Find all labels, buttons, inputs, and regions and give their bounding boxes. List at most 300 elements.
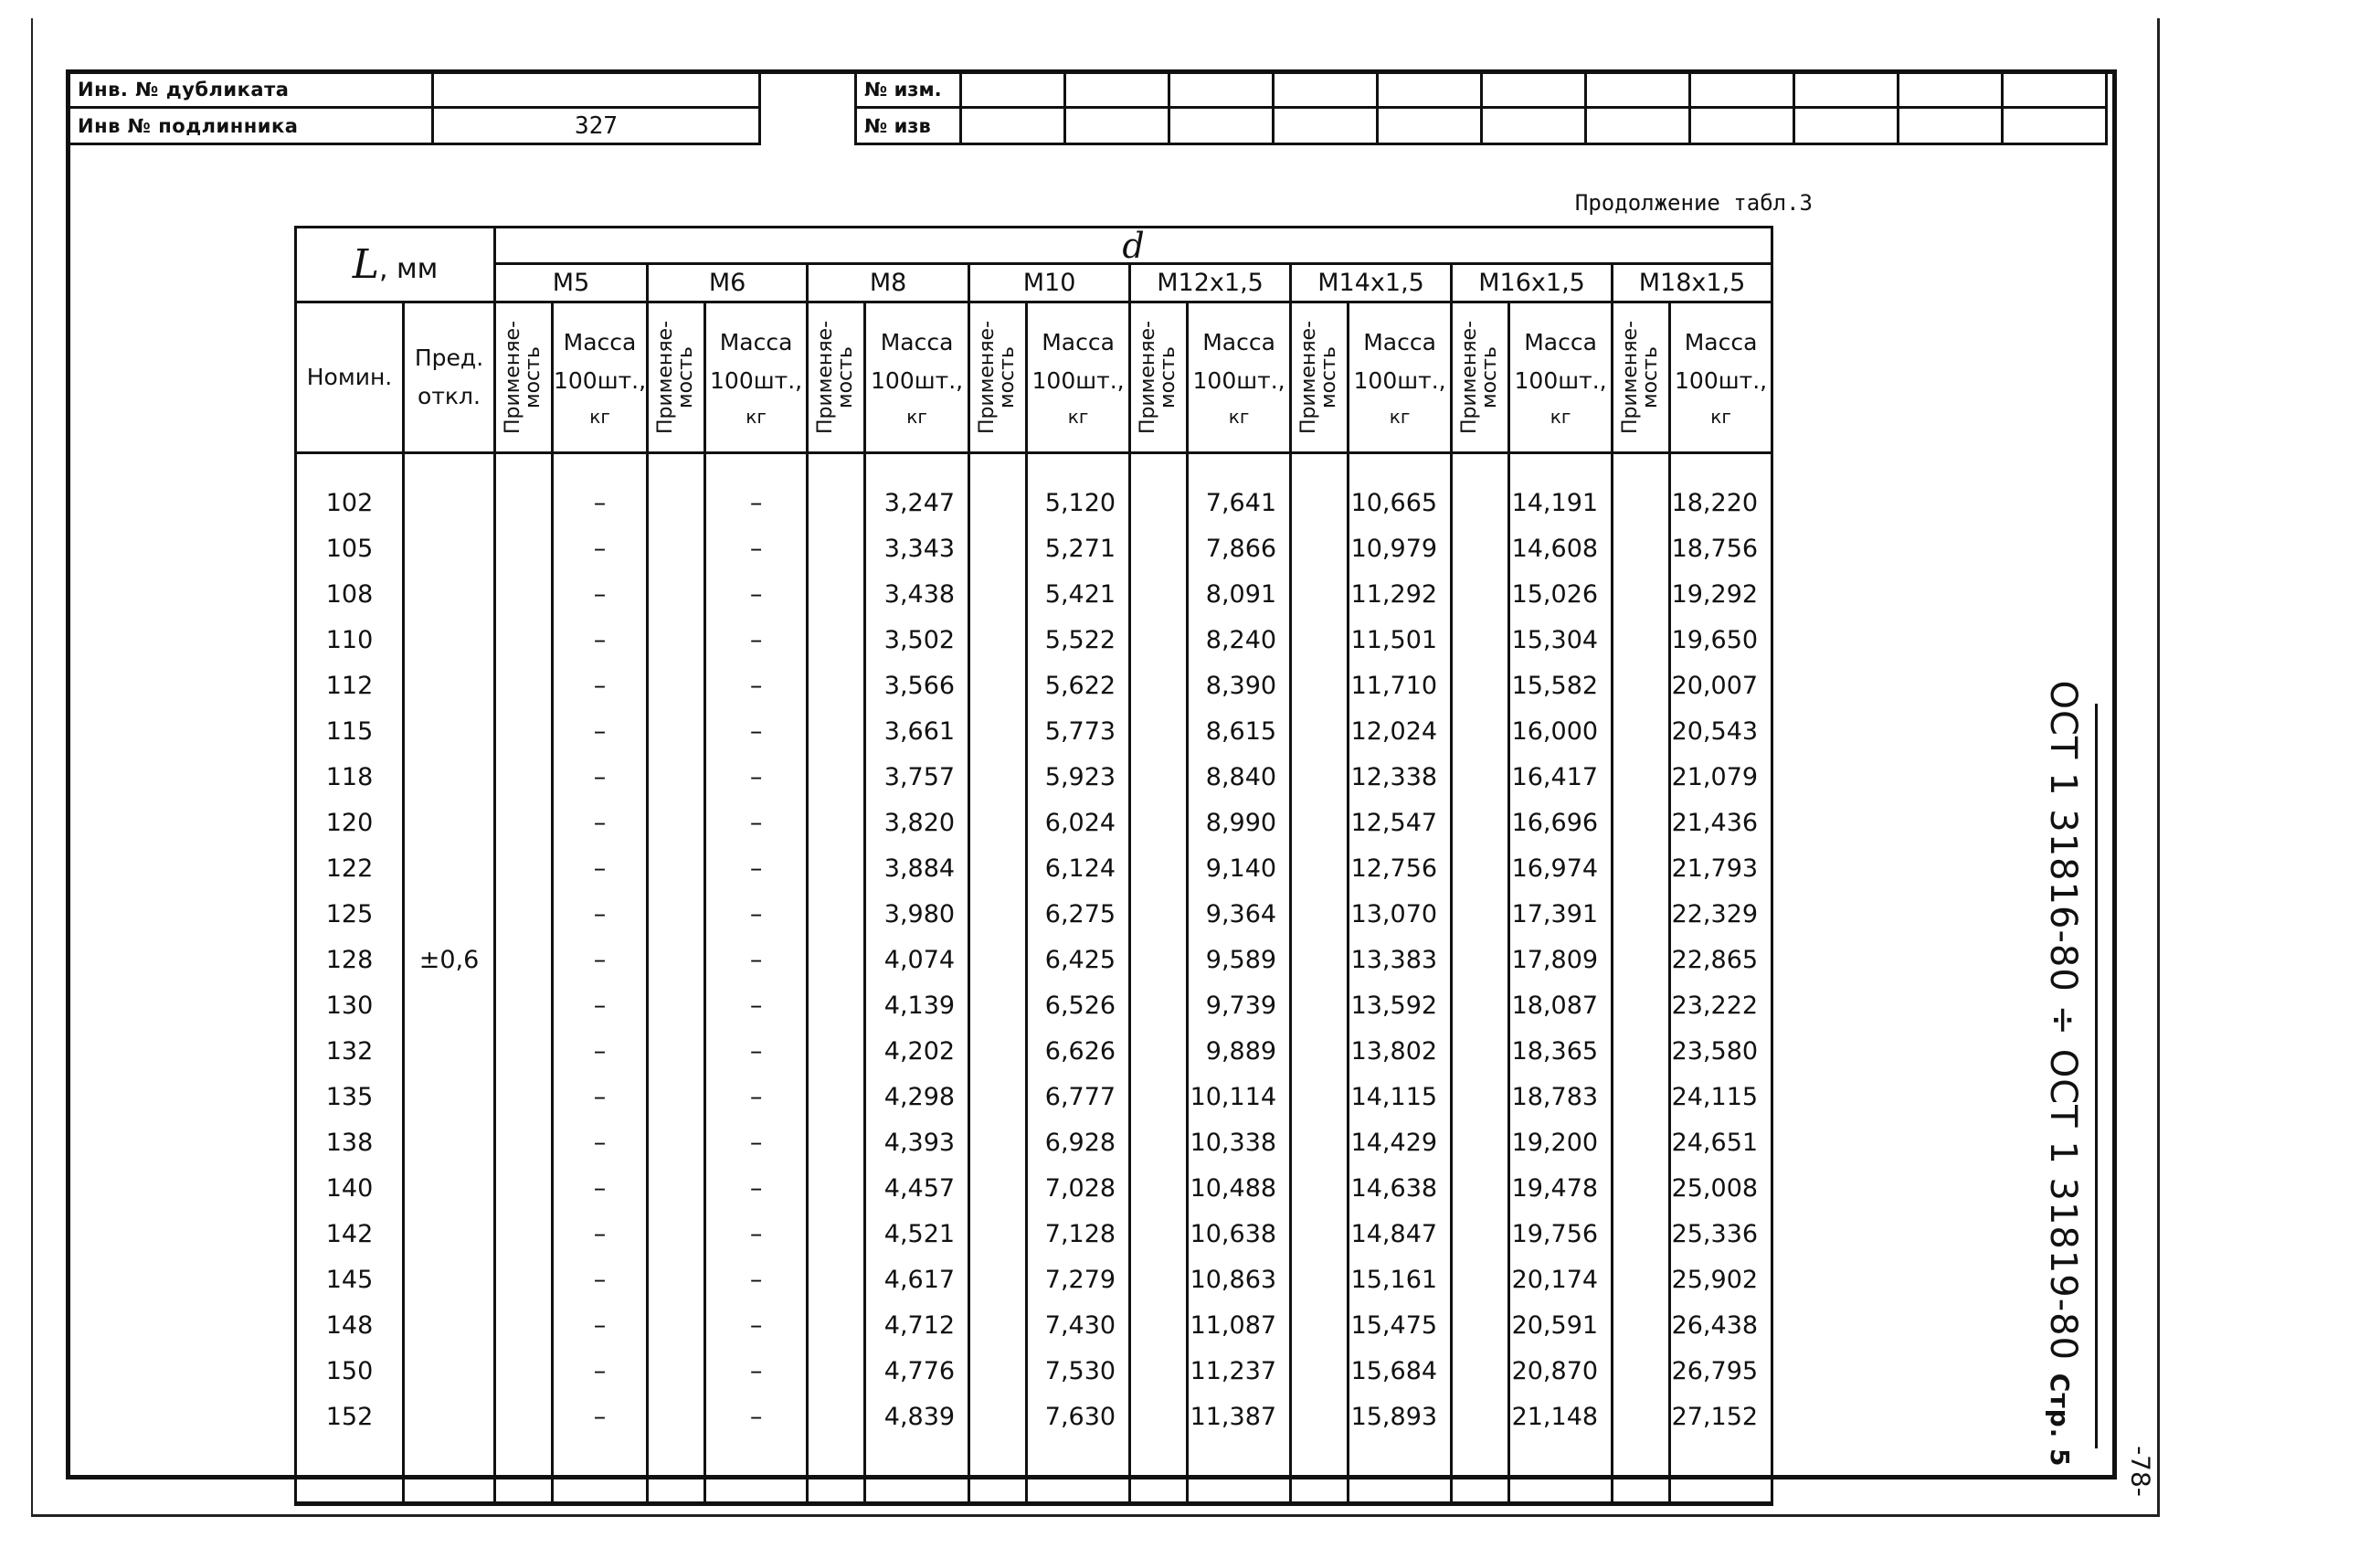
cell-mass: 6,928 xyxy=(1027,1120,1130,1166)
table-row xyxy=(296,1257,1772,1303)
header-applicability xyxy=(1452,302,1509,453)
spacer-cell xyxy=(1188,453,1291,481)
header-mass-kg: кг xyxy=(1228,405,1250,428)
cell-applicability xyxy=(1130,1395,1188,1440)
cell-applicability xyxy=(648,1120,705,1166)
cell-mass: 18,365 xyxy=(1509,1029,1613,1075)
cell-mass: 16,417 xyxy=(1509,755,1613,801)
cell-applicability xyxy=(808,481,865,526)
cell-nominal: 115 xyxy=(296,709,404,755)
stamp-change-label: № изм. xyxy=(856,71,961,108)
cell-applicability xyxy=(648,1395,705,1440)
spacer-cell xyxy=(1670,453,1772,481)
cell-applicability xyxy=(1613,481,1670,526)
stamp-cell xyxy=(1274,108,1378,144)
stamp-cell xyxy=(1690,71,1794,108)
cell-applicability xyxy=(1130,572,1188,618)
header-mass xyxy=(1670,302,1772,453)
cell-applicability xyxy=(1291,846,1349,892)
cell-mass: 20,174 xyxy=(1509,1257,1613,1303)
cell-mass: 3,884 xyxy=(865,846,969,892)
spacer-cell xyxy=(495,1440,553,1504)
cell-applicability xyxy=(495,892,553,938)
spacer-cell xyxy=(1027,453,1130,481)
header-mass-label: Масса xyxy=(1202,328,1275,355)
spacer-cell xyxy=(495,453,553,481)
header-size: М14х1,5 xyxy=(1291,264,1452,302)
cell-mass: 6,777 xyxy=(1027,1075,1130,1120)
cell-nominal: 120 xyxy=(296,801,404,846)
cell-applicability xyxy=(495,1166,553,1212)
standard-designation xyxy=(2034,680,2092,1468)
cell-applicability xyxy=(969,755,1027,801)
cell-applicability xyxy=(648,801,705,846)
cell-applicability xyxy=(969,938,1027,983)
stamp-cell xyxy=(1794,71,1899,108)
header-mass-unit: 100шт., xyxy=(871,367,964,394)
header-mass xyxy=(1349,302,1452,453)
cell-mass: – xyxy=(553,709,648,755)
cell-applicability xyxy=(808,983,865,1029)
page-number-text: -78- xyxy=(2125,1446,2156,1497)
cell-nominal: 108 xyxy=(296,572,404,618)
header-mass-kg: кг xyxy=(1067,405,1089,428)
spacer-cell xyxy=(296,1440,404,1504)
header-applicability xyxy=(648,302,705,453)
header-mass-unit: 100шт., xyxy=(1675,367,1768,394)
table-row xyxy=(296,1075,1772,1120)
cell-mass: 18,756 xyxy=(1670,526,1772,572)
cell-applicability xyxy=(495,755,553,801)
stamp-cell xyxy=(961,108,1065,144)
cell-applicability xyxy=(1291,892,1349,938)
spacer-cell xyxy=(1130,1440,1188,1504)
cell-mass: 4,139 xyxy=(865,983,969,1029)
cell-nominal: 142 xyxy=(296,1212,404,1257)
cell-applicability xyxy=(808,709,865,755)
cell-applicability xyxy=(1613,983,1670,1029)
table-title: Продолжение табл.3 xyxy=(1574,190,1813,216)
cell-mass: 4,457 xyxy=(865,1166,969,1212)
cell-nominal: 118 xyxy=(296,755,404,801)
cell-applicability xyxy=(495,1303,553,1349)
stamp-cell xyxy=(2003,108,2107,144)
cell-applicability xyxy=(495,526,553,572)
table-row xyxy=(296,846,1772,892)
cell-applicability xyxy=(1130,938,1188,983)
spacer-cell xyxy=(1670,1440,1772,1504)
cell-mass: 20,870 xyxy=(1509,1349,1613,1395)
spacer-cell xyxy=(1027,1440,1130,1504)
cell-mass: 27,152 xyxy=(1670,1395,1772,1440)
stamp-left xyxy=(66,69,761,145)
cell-applicability xyxy=(1291,1029,1349,1075)
cell-applicability xyxy=(1452,663,1509,709)
stamp-right xyxy=(854,69,2108,145)
cell-deviation: ±0,6 xyxy=(404,481,495,1440)
cell-applicability xyxy=(969,709,1027,755)
cell-mass: – xyxy=(705,983,808,1029)
header-size: М18х1,5 xyxy=(1613,264,1772,302)
stamp-duplicate-value xyxy=(433,71,760,108)
cell-mass: – xyxy=(553,755,648,801)
cell-mass: – xyxy=(553,663,648,709)
cell-mass: 10,114 xyxy=(1188,1075,1291,1120)
cell-nominal: 145 xyxy=(296,1257,404,1303)
cell-applicability xyxy=(1613,1212,1670,1257)
cell-mass: 21,148 xyxy=(1509,1395,1613,1440)
cell-mass: – xyxy=(553,892,648,938)
header-mass-label: Масса xyxy=(1363,328,1436,355)
header-length xyxy=(296,228,495,302)
cell-applicability xyxy=(808,618,865,663)
cell-applicability xyxy=(808,755,865,801)
header-mass-label: Масса xyxy=(719,328,793,355)
cell-applicability xyxy=(1452,1120,1509,1166)
stamp-cell xyxy=(1690,108,1794,144)
cell-mass: 6,124 xyxy=(1027,846,1130,892)
cell-mass: 17,391 xyxy=(1509,892,1613,938)
table-row xyxy=(296,481,1772,526)
cell-applicability xyxy=(1613,755,1670,801)
cell-mass: 15,582 xyxy=(1509,663,1613,709)
cell-mass: 4,776 xyxy=(865,1349,969,1395)
spacer-cell xyxy=(1613,1440,1670,1504)
cell-mass: – xyxy=(705,1212,808,1257)
cell-applicability xyxy=(808,1257,865,1303)
header-mass xyxy=(1188,302,1291,453)
spacer-cell xyxy=(553,453,648,481)
cell-applicability xyxy=(808,1395,865,1440)
header-mass xyxy=(1027,302,1130,453)
sub-header-row xyxy=(296,302,1772,453)
cell-applicability xyxy=(1613,572,1670,618)
spacer-cell xyxy=(1349,453,1452,481)
cell-mass: 9,889 xyxy=(1188,1029,1291,1075)
cell-mass: 14,191 xyxy=(1509,481,1613,526)
cell-mass: 19,756 xyxy=(1509,1212,1613,1257)
cell-applicability xyxy=(495,481,553,526)
header-mass-unit: 100шт., xyxy=(1031,367,1125,394)
spacer-cell xyxy=(969,1440,1027,1504)
cell-applicability xyxy=(969,983,1027,1029)
cell-mass: – xyxy=(705,618,808,663)
cell-mass: 13,070 xyxy=(1349,892,1452,938)
cell-applicability xyxy=(1130,801,1188,846)
cell-mass: 13,383 xyxy=(1349,938,1452,983)
cell-applicability xyxy=(1452,1212,1509,1257)
cell-applicability xyxy=(1130,1212,1188,1257)
cell-mass: 24,651 xyxy=(1670,1120,1772,1166)
cell-mass: – xyxy=(553,1120,648,1166)
side-divider xyxy=(2095,704,2098,1448)
spacer-row xyxy=(296,453,1772,481)
cell-applicability xyxy=(648,1212,705,1257)
cell-applicability xyxy=(1291,983,1349,1029)
cell-applicability xyxy=(1452,892,1509,938)
cell-mass: 13,592 xyxy=(1349,983,1452,1029)
cell-applicability xyxy=(1452,983,1509,1029)
cell-applicability xyxy=(648,663,705,709)
spacer-cell xyxy=(404,1440,495,1504)
cell-applicability xyxy=(1613,1257,1670,1303)
table-row xyxy=(296,1166,1772,1212)
cell-applicability xyxy=(969,526,1027,572)
spacer-cell xyxy=(705,1440,808,1504)
cell-applicability xyxy=(1452,801,1509,846)
header-mass-label: Масса xyxy=(1524,328,1597,355)
cell-mass: 8,990 xyxy=(1188,801,1291,846)
cell-mass: 19,200 xyxy=(1509,1120,1613,1166)
spacer-row xyxy=(296,1440,1772,1504)
cell-mass: 14,847 xyxy=(1349,1212,1452,1257)
cell-mass: 23,580 xyxy=(1670,1029,1772,1075)
cell-applicability xyxy=(1613,709,1670,755)
cell-mass: 10,863 xyxy=(1188,1257,1291,1303)
header-applicability-text: Применяе- мость xyxy=(976,320,1020,435)
standard-code: ОСТ 1 31816-80 ÷ ОСТ 1 31819-80 xyxy=(2042,680,2084,1362)
cell-applicability xyxy=(648,709,705,755)
cell-applicability xyxy=(1291,1166,1349,1212)
cell-mass: 19,292 xyxy=(1670,572,1772,618)
cell-mass: 4,839 xyxy=(865,1395,969,1440)
cell-mass: 8,091 xyxy=(1188,572,1291,618)
cell-applicability xyxy=(1291,1349,1349,1395)
table-row xyxy=(296,1029,1772,1075)
cell-mass: 4,074 xyxy=(865,938,969,983)
cell-applicability xyxy=(1130,618,1188,663)
cell-applicability xyxy=(1452,526,1509,572)
cell-mass: 16,974 xyxy=(1509,846,1613,892)
cell-applicability xyxy=(808,1303,865,1349)
cell-applicability xyxy=(1291,663,1349,709)
cell-mass: 3,438 xyxy=(865,572,969,618)
cell-applicability xyxy=(1291,526,1349,572)
cell-mass: 5,421 xyxy=(1027,572,1130,618)
cell-applicability xyxy=(1452,1075,1509,1120)
page-number xyxy=(2122,1435,2159,1508)
size-header-row xyxy=(296,264,1772,302)
header-applicability xyxy=(1291,302,1349,453)
header-applicability-text: Применяе- мость xyxy=(1619,320,1663,435)
cell-applicability xyxy=(1130,1075,1188,1120)
cell-applicability xyxy=(969,1075,1027,1120)
spacer-cell xyxy=(648,453,705,481)
stamp-cell xyxy=(2003,71,2107,108)
cell-mass: 11,501 xyxy=(1349,618,1452,663)
table-row xyxy=(296,618,1772,663)
cell-applicability xyxy=(1291,1395,1349,1440)
cell-mass: 3,247 xyxy=(865,481,969,526)
cell-mass: 9,140 xyxy=(1188,846,1291,892)
spacer-cell xyxy=(648,1440,705,1504)
cell-mass: – xyxy=(553,1257,648,1303)
cell-applicability xyxy=(969,801,1027,846)
header-mass-kg: кг xyxy=(589,405,610,428)
cell-applicability xyxy=(969,1303,1027,1349)
cell-mass: 10,638 xyxy=(1188,1212,1291,1257)
header-mass xyxy=(865,302,969,453)
cell-applicability xyxy=(1130,1303,1188,1349)
cell-applicability xyxy=(1130,663,1188,709)
cell-mass: 5,271 xyxy=(1027,526,1130,572)
cell-mass: 4,617 xyxy=(865,1257,969,1303)
cell-applicability xyxy=(1130,481,1188,526)
cell-mass: 4,393 xyxy=(865,1120,969,1166)
mass-table xyxy=(294,226,1773,1506)
cell-mass: – xyxy=(553,481,648,526)
cell-applicability xyxy=(1452,1029,1509,1075)
cell-applicability xyxy=(1613,1303,1670,1349)
header-mass-kg: кг xyxy=(1550,405,1571,428)
table-row xyxy=(296,1212,1772,1257)
cell-mass: – xyxy=(705,709,808,755)
cell-applicability xyxy=(808,663,865,709)
cell-applicability xyxy=(1291,481,1349,526)
header-length-unit: , мм xyxy=(378,253,439,285)
cell-applicability xyxy=(1613,1166,1670,1212)
cell-mass: 5,773 xyxy=(1027,709,1130,755)
cell-mass: – xyxy=(553,1212,648,1257)
cell-mass: 3,566 xyxy=(865,663,969,709)
cell-mass: 20,007 xyxy=(1670,663,1772,709)
cell-applicability xyxy=(1452,1395,1509,1440)
cell-mass: 10,979 xyxy=(1349,526,1452,572)
cell-mass: – xyxy=(705,755,808,801)
table-row xyxy=(296,1303,1772,1349)
cell-nominal: 135 xyxy=(296,1075,404,1120)
cell-mass: – xyxy=(705,846,808,892)
stamp-duplicate-label: Инв. № дубликата xyxy=(68,71,433,108)
cell-mass: – xyxy=(705,1303,808,1349)
cell-mass: 6,024 xyxy=(1027,801,1130,846)
cell-applicability xyxy=(1452,618,1509,663)
cell-mass: – xyxy=(553,801,648,846)
cell-mass: 4,202 xyxy=(865,1029,969,1075)
cell-applicability xyxy=(495,1257,553,1303)
cell-mass: 5,522 xyxy=(1027,618,1130,663)
cell-mass: 3,820 xyxy=(865,801,969,846)
cell-applicability xyxy=(808,1212,865,1257)
cell-mass: 14,115 xyxy=(1349,1075,1452,1120)
cell-mass: 3,757 xyxy=(865,755,969,801)
cell-nominal: 112 xyxy=(296,663,404,709)
cell-mass: 11,710 xyxy=(1349,663,1452,709)
spacer-cell xyxy=(705,453,808,481)
cell-mass: – xyxy=(705,526,808,572)
cell-nominal: 130 xyxy=(296,983,404,1029)
cell-mass: 10,665 xyxy=(1349,481,1452,526)
cell-applicability xyxy=(1130,1257,1188,1303)
cell-applicability xyxy=(808,526,865,572)
cell-applicability xyxy=(1130,1166,1188,1212)
cell-mass: 8,240 xyxy=(1188,618,1291,663)
cell-nominal: 132 xyxy=(296,1029,404,1075)
cell-applicability xyxy=(969,618,1027,663)
header-size: М8 xyxy=(808,264,969,302)
spacer-cell xyxy=(1349,1440,1452,1504)
cell-applicability xyxy=(969,663,1027,709)
cell-applicability xyxy=(808,1075,865,1120)
cell-mass: 11,292 xyxy=(1349,572,1452,618)
cell-applicability xyxy=(808,801,865,846)
spacer-cell xyxy=(1452,1440,1509,1504)
spacer-cell xyxy=(1509,453,1613,481)
cell-mass: – xyxy=(705,481,808,526)
cell-applicability xyxy=(969,1166,1027,1212)
cell-nominal: 128 xyxy=(296,938,404,983)
cell-applicability xyxy=(1291,938,1349,983)
cell-mass: 21,793 xyxy=(1670,846,1772,892)
cell-mass: – xyxy=(705,1349,808,1395)
cell-mass: 4,712 xyxy=(865,1303,969,1349)
cell-mass: – xyxy=(553,526,648,572)
cell-applicability xyxy=(495,663,553,709)
header-size: М12х1,5 xyxy=(1130,264,1291,302)
spacer-cell xyxy=(1188,1440,1291,1504)
cell-applicability xyxy=(969,572,1027,618)
cell-applicability xyxy=(808,1120,865,1166)
cell-mass: 16,696 xyxy=(1509,801,1613,846)
cell-applicability xyxy=(495,1120,553,1166)
cell-applicability xyxy=(1291,618,1349,663)
cell-nominal: 140 xyxy=(296,1166,404,1212)
spacer-cell xyxy=(808,453,865,481)
cell-applicability xyxy=(648,938,705,983)
cell-mass: 25,008 xyxy=(1670,1166,1772,1212)
cell-mass: 3,980 xyxy=(865,892,969,938)
cell-mass: 14,608 xyxy=(1509,526,1613,572)
cell-applicability xyxy=(1130,526,1188,572)
cell-mass: 5,622 xyxy=(1027,663,1130,709)
cell-mass: 15,026 xyxy=(1509,572,1613,618)
cell-nominal: 102 xyxy=(296,481,404,526)
header-applicability-text: Применяе- мость xyxy=(1297,320,1341,435)
cell-mass: 17,809 xyxy=(1509,938,1613,983)
cell-applicability xyxy=(495,846,553,892)
cell-applicability xyxy=(648,618,705,663)
cell-applicability xyxy=(648,755,705,801)
cell-mass: – xyxy=(553,1349,648,1395)
cell-applicability xyxy=(1291,1303,1349,1349)
cell-mass: 4,521 xyxy=(865,1212,969,1257)
stamp-cell xyxy=(1899,108,2003,144)
header-applicability xyxy=(969,302,1027,453)
cell-mass: 26,795 xyxy=(1670,1349,1772,1395)
stamp-cell xyxy=(1482,108,1586,144)
cell-mass: – xyxy=(705,938,808,983)
cell-mass: – xyxy=(553,846,648,892)
spacer-cell xyxy=(1130,453,1188,481)
cell-applicability xyxy=(648,572,705,618)
spacer-cell xyxy=(865,1440,969,1504)
cell-mass: 3,661 xyxy=(865,709,969,755)
cell-mass: 22,329 xyxy=(1670,892,1772,938)
cell-mass: 7,866 xyxy=(1188,526,1291,572)
cell-applicability xyxy=(495,1349,553,1395)
cell-applicability xyxy=(1613,618,1670,663)
cell-mass: – xyxy=(705,1120,808,1166)
cell-mass: 8,840 xyxy=(1188,755,1291,801)
header-applicability-text: Применяе- мость xyxy=(654,320,698,435)
cell-mass: – xyxy=(553,1303,648,1349)
cell-applicability xyxy=(1291,1257,1349,1303)
cell-mass: 12,024 xyxy=(1349,709,1452,755)
cell-applicability xyxy=(1613,1120,1670,1166)
cell-mass: 11,087 xyxy=(1188,1303,1291,1349)
stamp-cell xyxy=(1065,71,1169,108)
cell-applicability xyxy=(648,846,705,892)
